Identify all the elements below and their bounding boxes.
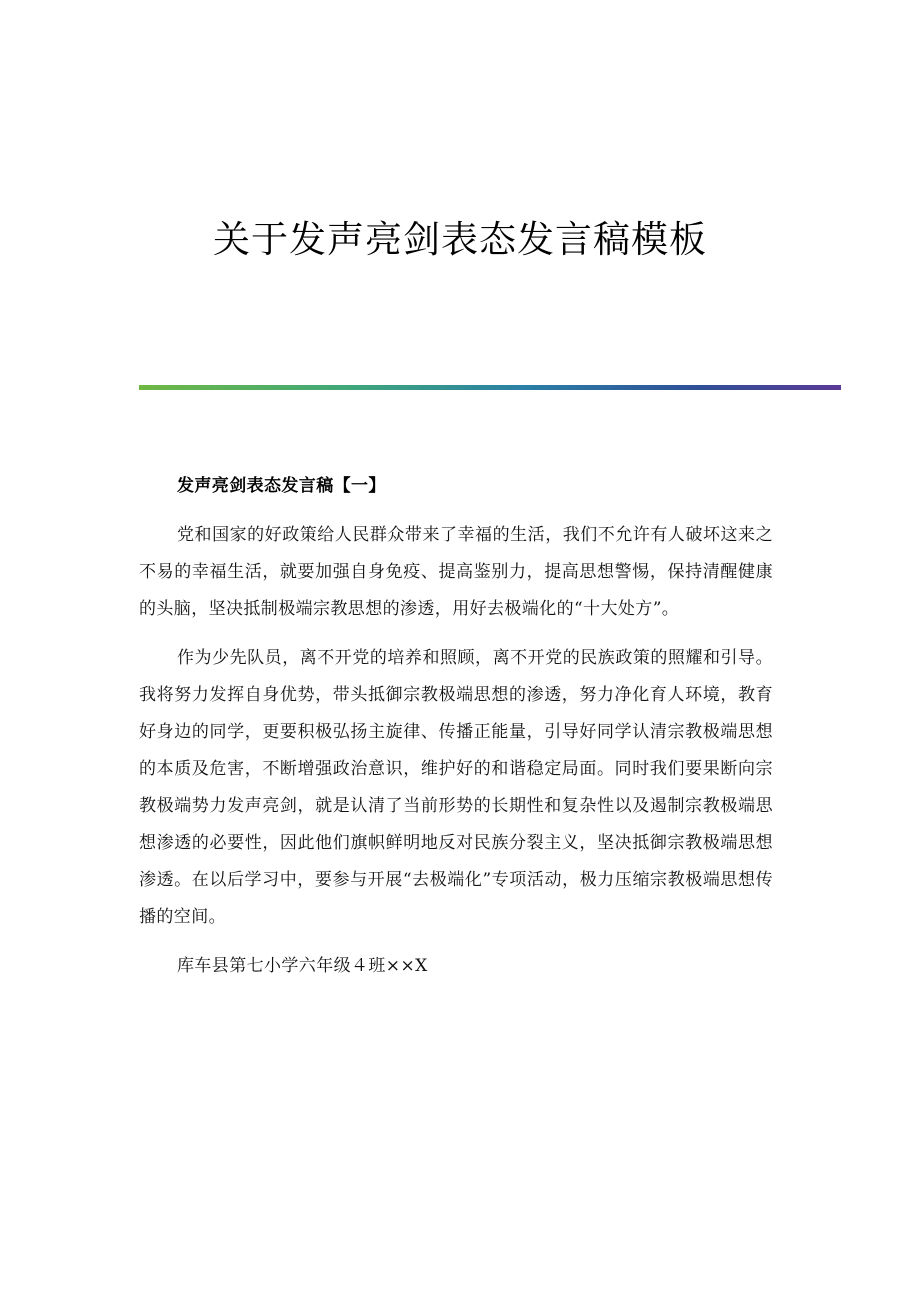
signature-line: 库车县第七小学六年级４班××X <box>177 956 428 976</box>
document-title: 关于发声亮剑表态发言稿模板 <box>213 218 707 261</box>
section-heading: 发声亮剑表态发言稿【一】 <box>177 476 386 496</box>
paragraph-2: 作为少先队员，离不开党的培养和照顾，离不开党的民族政策的照耀和引导。我将努力发挥自身优势，带头抵御宗教极端思想的渗透，努力净化育人环境，教育好身边的同学，更要积极弘扬主旋律、传播正能量，引导好同学认清宗教极端思想的本质及危害，不断增强政治意识，维护好的和谐稳定局面。同时我们要果断向宗教极端势力发声亮剑，就是认清了当前形势的长期性和复杂性以及遏制宗教极端思想渗透的必要性，因此他们旗帜鲜明地反对民族分裂主义，坚决抵御宗教极端思想渗透。在以后学习中，要参与开展“去极端化”专项活动，极力压缩宗教极端思想传播的空间。 <box>139 648 773 927</box>
document-body <box>139 468 773 985</box>
paragraph-1: 党和国家的好政策给人民群众带来了幸福的生活，我们不允许有人破坏这来之不易的幸福生活，就要加强自身免疫、提高鉴别力，提高思想警惕，保持清醒健康的头脑，坚决抵制极端宗教思想的渗透，用好去极端化的“十大处方”。 <box>139 525 773 619</box>
title-divider <box>139 385 841 390</box>
